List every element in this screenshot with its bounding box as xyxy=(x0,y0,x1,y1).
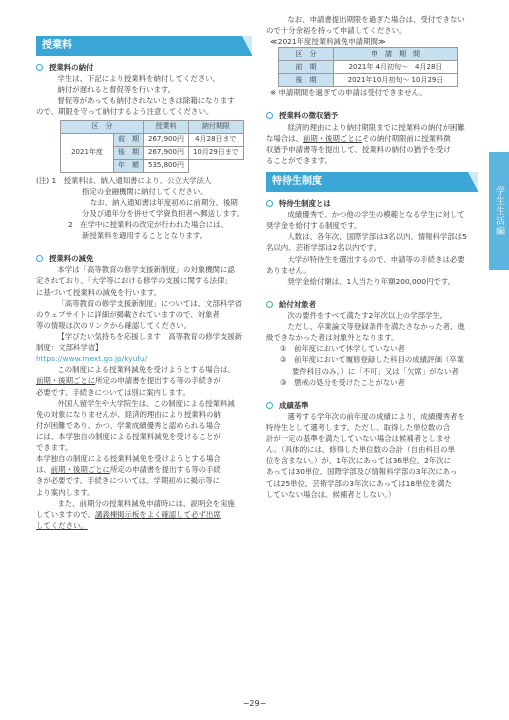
table-cell: 535,800円 xyxy=(144,159,189,172)
list-item: 要件科目のみ。）に「不可」又は「欠席」がない者 xyxy=(292,366,459,376)
paragraph-line: ては25単位、芸術学部の3年次にあっては18単位を満た xyxy=(266,478,453,488)
banner-title: 特待生制度 xyxy=(272,175,322,187)
table-header: 授業料 xyxy=(144,120,189,133)
paragraph-line: 学生は、下記により授業料を納付してください。 xyxy=(57,74,220,84)
circle-bullet-icon xyxy=(36,64,43,71)
paragraph-line: 制度：文部科学省】 xyxy=(36,343,103,353)
circle-bullet-icon xyxy=(36,255,43,262)
table-note: ※ 申請期間を過ぎての申請は受付できません。 xyxy=(270,88,427,98)
paragraph-line: 本学は「高等教育の修学支援新制度」の対象機関に認 xyxy=(57,265,235,275)
underlined-text: 前期・後期ごとに xyxy=(50,465,110,475)
note-line: (注) 1 授業料は、納入通知書により、公立大学法人 xyxy=(36,175,212,185)
table-cell: 後 期 xyxy=(279,74,334,87)
paragraph-line: 外国人留学生や大学院生は、この制度による授業料減 xyxy=(57,398,235,408)
side-tab-student-life: 学生生活編 xyxy=(489,152,509,270)
section-heading xyxy=(266,400,478,411)
note-line: 分及び通年分を併せて学資負担者へ郵送します。 xyxy=(82,208,245,218)
table-cell xyxy=(188,159,243,172)
paragraph-line: きが必要です。手続きについては、学期初めに掲示等に xyxy=(36,476,221,486)
paragraph-line: 位を含まない。）が、1年次にあっては36単位、2年次に xyxy=(266,456,452,466)
table-cell: 前 期 xyxy=(279,61,334,74)
section-heading xyxy=(36,253,252,264)
paragraph-line: 必要です。手続きについては別に案内します。 xyxy=(36,387,190,397)
underlined-text: 講義棟掲示板をよく確認して必ず出席 xyxy=(94,509,221,519)
tuition-table xyxy=(60,120,244,173)
paragraph-line: 「高等教育の修学支援新制度」については、文部科学省 xyxy=(57,298,243,308)
table-cell: 2021年10月初旬〜 10月29日 xyxy=(334,74,458,87)
paragraph-line: ありません。 xyxy=(266,265,311,275)
paragraph-line: あっては30単位、国際学部及び情報科学部の3年次にあっ xyxy=(266,467,458,477)
table-cell: 267,900円 xyxy=(144,133,189,146)
paragraph-line: 奨学金給付額は、1人当たり年額200,000円です。 xyxy=(287,276,456,286)
text-span: は、 xyxy=(36,465,51,475)
heading-text: 授業料の徴収猶予 xyxy=(279,111,339,121)
table-cell: 4月28日まで xyxy=(188,133,243,146)
text-span: していますので、 xyxy=(36,509,95,519)
circle-bullet-icon xyxy=(266,200,273,207)
text-span: な場合は、 xyxy=(266,133,303,143)
table-cell: 267,900円 xyxy=(144,146,189,159)
right-column xyxy=(266,14,478,500)
section-banner-tuition xyxy=(36,36,252,55)
paragraph-line xyxy=(266,133,478,144)
paragraph-line: ん。（具体的には、修得した単位数の合計（自由科目の単 xyxy=(266,445,455,455)
paragraph-line: には、本学独自の制度による授業料減免を受けることが xyxy=(36,431,221,441)
circle-bullet-icon xyxy=(266,402,273,409)
note-line: なお、納入通知書は年度初めに前期分、後期 xyxy=(90,197,238,207)
table-cell: 後 期 xyxy=(114,146,144,159)
heading-text: 給付対象者 xyxy=(279,299,316,309)
circle-bullet-icon xyxy=(266,112,273,119)
paragraph-line: 大学が特待生を選出するので、申請等の手続きは必要 xyxy=(287,254,465,264)
underlined-text: 前期・後期ごとに xyxy=(36,376,96,386)
underlined-text: 前期・後期ごとに xyxy=(302,133,363,143)
table-header: 区 分 xyxy=(279,48,334,61)
heading-text: 授業料の減免 xyxy=(49,254,94,264)
paragraph-line: 督促等があっても納付されないときは除籍になります xyxy=(57,96,235,106)
paragraph-line: 免の対象になりませんが、経済的理由により授業料の納 xyxy=(36,409,221,419)
heading-text: 授業料の納付 xyxy=(49,63,94,72)
list-item: ② 前年度において履修登録した科目の成績評価（卒業 xyxy=(280,355,465,365)
table-title: ≪2021年度授業料減免申請期間≫ xyxy=(270,37,386,47)
paragraph-line: できます。 xyxy=(36,443,73,453)
text-span: その納付期限前に授業料徴 xyxy=(362,133,451,143)
paragraph-line: 経済的理由により納付期限までに授業料の納付が困難 xyxy=(287,122,465,132)
paragraph-line: ることができます。 xyxy=(266,155,332,165)
paragraph-line: 計が一定の基準を満たしていない場合は候補者としませ xyxy=(266,434,451,444)
table-header: 申 請 期 間 xyxy=(334,48,458,61)
paragraph-line: 奨学金を給付する制度です。 xyxy=(266,221,362,231)
paragraph-line xyxy=(36,509,252,520)
left-column xyxy=(36,36,252,531)
paragraph-line: ので十分余裕を持って申請してください。 xyxy=(266,26,407,36)
banner-title: 授業料 xyxy=(42,40,72,51)
section-heading xyxy=(266,110,478,121)
paragraph-line xyxy=(36,375,252,386)
underlined-text: してください。 xyxy=(36,520,88,530)
heading-text: 成績基準 xyxy=(279,400,309,410)
paragraph-line: に基づいて授業料の減免を行います。 xyxy=(36,287,162,297)
table-header: 区 分 xyxy=(61,120,144,133)
paragraph-line: 付が困難であり、かつ、学業成績優秀と認められる場合 xyxy=(36,420,221,430)
page-number: −29− xyxy=(242,699,267,708)
list-item: ③ 懲戒の処分を受けたことがない者 xyxy=(280,377,405,387)
table-cell: 2021年度 xyxy=(61,133,114,172)
paragraph-line: また、前期分の授業料減免申請時には、説明会を実施 xyxy=(57,498,235,508)
paragraph-line: 定されており、「大学等における修学の支援に関する法律」 xyxy=(36,276,232,286)
mext-link[interactable]: https://www.mext.go.jp/kyufu/ xyxy=(36,354,148,364)
note-line: 2 在学中に授業料の改定が行われた場合には、 xyxy=(68,219,228,229)
section-heading xyxy=(36,62,252,73)
paragraph-line: この制度による授業料減免を受けようとする場合は、 xyxy=(57,365,235,375)
text-span: 所定の申請書を提出する等の手続 xyxy=(109,465,221,475)
paragraph-line xyxy=(36,464,252,475)
reduction-period-table xyxy=(278,47,458,87)
table-cell: 10月29日まで xyxy=(188,146,243,159)
paragraph-line: ので、期限を守って納付するよう注意してください。 xyxy=(36,107,214,117)
paragraph-line: 次の要件をすべて満たす2年次以上の学部学生。 xyxy=(287,310,448,320)
paragraph-line: 納付が遅れると督促等を行います。 xyxy=(57,85,176,95)
note-line: 新授業料を適用することとなります。 xyxy=(82,231,208,241)
paragraph-line: なお、申請書提出期限を過ぎた場合は、受付できない xyxy=(287,15,465,24)
text-span: 所定の申請書を提出する等の手続きが xyxy=(95,376,221,386)
section-heading xyxy=(266,198,478,209)
paragraph-line: 等の情報は次のリンクから確認してください。 xyxy=(36,320,192,330)
paragraph-line: 成績優秀で、かつ他の学生の模範となる学生に対して xyxy=(287,210,465,220)
table-header: 納付期限 xyxy=(188,120,243,133)
note-line: 指定の金融機関に納付してください。 xyxy=(82,186,208,196)
paragraph-line: 選考する学年次の前年度の成績により、成績優秀者を xyxy=(287,411,465,421)
table-cell: 前 期 xyxy=(114,133,144,146)
table-cell: 2021年 4月初旬〜 4月28日 xyxy=(334,61,458,74)
paragraph-line: より案内します。 xyxy=(36,487,95,497)
paragraph-line: していない場合は、候補者としない。） xyxy=(266,489,396,499)
circle-bullet-icon xyxy=(266,301,273,308)
section-banner-scholarship xyxy=(266,172,478,191)
paragraph-line: 【学びたい気持ちを応援します 高等教育の修学支援新 xyxy=(57,331,243,341)
paragraph-line: 級できなかった者は対象外となります。 xyxy=(266,333,399,343)
paragraph-line: 名以内、芸術学部は2名以内です。 xyxy=(266,243,381,253)
heading-text: 特待生制度とは xyxy=(279,198,331,208)
paragraph-line: 収猶予申請書等を提出して、授業料の納付の猶予を受け xyxy=(266,144,451,154)
paragraph-line: 人数は、各年次、国際学部は3名以内、情報科学部は5 xyxy=(287,232,467,242)
paragraph-line: のウェブサイトに詳細が掲載されていますので、対象者 xyxy=(36,309,220,319)
paragraph-line: ただし、卒業論文等登録条件を満たさなかった者、進 xyxy=(287,322,465,332)
paragraph-line: 特待生として選考します。ただし、取得した単位数の合 xyxy=(266,422,451,432)
list-item: ① 前年度において休学していない者 xyxy=(280,344,405,354)
table-cell: 年 額 xyxy=(114,159,144,172)
section-heading xyxy=(266,299,478,310)
paragraph-line: 本学独自の制度による授業料減免を受けようとする場合 xyxy=(36,454,221,464)
